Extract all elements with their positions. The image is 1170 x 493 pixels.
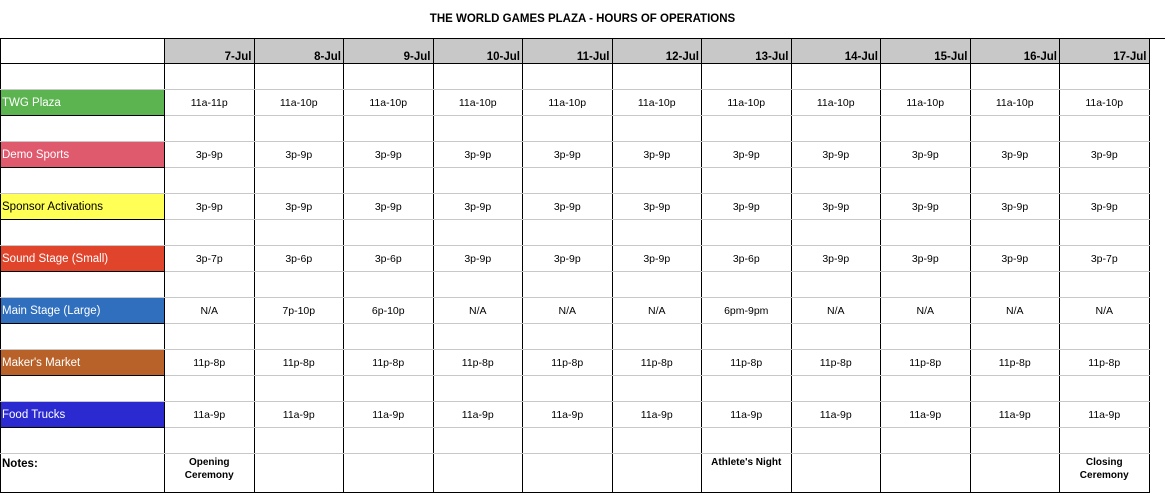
hours-cell[interactable]: N/A: [433, 298, 523, 324]
empty-cell[interactable]: [881, 116, 971, 142]
empty-cell[interactable]: [1060, 116, 1150, 142]
hours-cell[interactable]: 3p-9p: [702, 142, 792, 168]
hours-cell[interactable]: 11a-10p: [970, 90, 1060, 116]
empty-cell[interactable]: [970, 220, 1060, 246]
hours-cell[interactable]: 11a-9p: [702, 402, 792, 428]
empty-cell[interactable]: [881, 428, 971, 454]
date-header-cell[interactable]: 8-Jul: [254, 39, 344, 64]
hours-cell[interactable]: 3p-9p: [165, 194, 255, 220]
empty-cell[interactable]: [881, 168, 971, 194]
venue-row: [1, 298, 1150, 324]
empty-cell[interactable]: [970, 376, 1060, 402]
hours-cell[interactable]: 11p-8p: [344, 350, 434, 376]
empty-cell[interactable]: [433, 64, 523, 90]
hours-cell[interactable]: 11a-10p: [702, 90, 792, 116]
empty-cell[interactable]: [1, 324, 165, 350]
hours-cell[interactable]: 11a-11p: [165, 90, 255, 116]
sheet-title: THE WORLD GAMES PLAZA - HOURS OF OPERATIONS: [0, 0, 1165, 39]
hours-cell[interactable]: 7p-10p: [254, 298, 344, 324]
hours-cell[interactable]: N/A: [612, 298, 702, 324]
hours-cell[interactable]: 3p-6p: [344, 246, 434, 272]
empty-cell[interactable]: [791, 64, 881, 90]
note-cell[interactable]: [433, 454, 523, 493]
hours-cell[interactable]: 11p-8p: [165, 350, 255, 376]
empty-cell[interactable]: [702, 220, 792, 246]
hours-cell[interactable]: N/A: [970, 298, 1060, 324]
date-header-cell[interactable]: 9-Jul: [344, 39, 434, 64]
empty-cell[interactable]: [1060, 64, 1150, 90]
hours-cell[interactable]: 3p-6p: [254, 246, 344, 272]
hours-cell[interactable]: 11p-8p: [1060, 350, 1150, 376]
hours-cell[interactable]: 11p-8p: [881, 350, 971, 376]
hours-cell[interactable]: 3p-9p: [612, 246, 702, 272]
empty-cell[interactable]: [254, 116, 344, 142]
spacer-row: [1, 428, 1150, 454]
note-cell[interactable]: [791, 454, 881, 493]
empty-cell[interactable]: [344, 220, 434, 246]
venue-label-cell[interactable]: Sponsor Activations: [1, 194, 165, 220]
empty-cell[interactable]: [254, 324, 344, 350]
hours-table: [0, 38, 1150, 493]
hours-cell[interactable]: 3p-9p: [970, 246, 1060, 272]
empty-cell[interactable]: [970, 428, 1060, 454]
hours-cell[interactable]: 11a-10p: [523, 90, 613, 116]
note-text: [165, 454, 254, 482]
hours-cell[interactable]: 6p-10p: [344, 298, 434, 324]
venue-row: [1, 194, 1150, 220]
empty-cell[interactable]: [254, 272, 344, 298]
empty-cell[interactable]: [612, 116, 702, 142]
hours-cell[interactable]: 11p-8p: [433, 350, 523, 376]
empty-cell[interactable]: [344, 116, 434, 142]
note-text: [881, 454, 970, 456]
hours-cell[interactable]: 11a-9p: [523, 402, 613, 428]
empty-cell[interactable]: [433, 168, 523, 194]
hours-cell[interactable]: 3p-9p: [433, 246, 523, 272]
hours-cell[interactable]: 3p-9p: [523, 142, 613, 168]
venue-label-cell[interactable]: TWG Plaza: [1, 90, 165, 116]
empty-cell[interactable]: [254, 428, 344, 454]
hours-cell[interactable]: 11p-8p: [702, 350, 792, 376]
empty-cell[interactable]: [165, 220, 255, 246]
hours-cell[interactable]: 11a-9p: [612, 402, 702, 428]
empty-cell[interactable]: [254, 168, 344, 194]
empty-cell[interactable]: [612, 64, 702, 90]
hours-cell[interactable]: 3p-9p: [254, 142, 344, 168]
note-text: [792, 454, 881, 456]
empty-cell[interactable]: [970, 272, 1060, 298]
empty-cell[interactable]: [165, 428, 255, 454]
hours-cell[interactable]: 11a-10p: [612, 90, 702, 116]
empty-cell[interactable]: [433, 428, 523, 454]
empty-cell[interactable]: [165, 324, 255, 350]
spacer-row: [1, 220, 1150, 246]
hours-cell[interactable]: 3p-9p: [344, 142, 434, 168]
note-text: [344, 454, 433, 456]
note-text: [1060, 454, 1149, 482]
venue-label-cell[interactable]: Main Stage (Large): [1, 298, 165, 324]
hours-cell[interactable]: 6pm-9pm: [702, 298, 792, 324]
empty-cell[interactable]: [791, 324, 881, 350]
hours-cell[interactable]: 3p-9p: [970, 142, 1060, 168]
hours-cell[interactable]: 3p-9p: [612, 194, 702, 220]
hours-cell[interactable]: 3p-9p: [1060, 142, 1150, 168]
empty-cell[interactable]: [1, 376, 165, 402]
empty-cell[interactable]: [433, 220, 523, 246]
empty-cell[interactable]: [881, 64, 971, 90]
hours-cell[interactable]: 3p-9p: [344, 194, 434, 220]
hours-cell[interactable]: 3p-9p: [1060, 194, 1150, 220]
venue-row: [1, 90, 1150, 116]
note-text: [613, 454, 702, 456]
hours-cell[interactable]: 11a-9p: [165, 402, 255, 428]
empty-cell[interactable]: [1, 220, 165, 246]
hours-cell[interactable]: 3p-9p: [254, 194, 344, 220]
note-text: [523, 454, 612, 456]
empty-cell[interactable]: [1060, 428, 1150, 454]
empty-cell[interactable]: [970, 168, 1060, 194]
empty-cell[interactable]: [702, 64, 792, 90]
note-line: Closing: [1085, 457, 1123, 468]
hours-cell[interactable]: 11a-9p: [970, 402, 1060, 428]
note-cell[interactable]: [612, 454, 702, 493]
empty-cell[interactable]: [344, 64, 434, 90]
empty-cell[interactable]: [612, 324, 702, 350]
date-header-cell[interactable]: 17-Jul: [1060, 39, 1150, 64]
hours-cell[interactable]: 3p-7p: [1060, 246, 1150, 272]
hours-cell[interactable]: 3p-9p: [881, 246, 971, 272]
hours-cell[interactable]: 3p-9p: [165, 142, 255, 168]
venue-row: [1, 246, 1150, 272]
hours-cell[interactable]: N/A: [165, 298, 255, 324]
hours-cell[interactable]: 11p-8p: [970, 350, 1060, 376]
empty-cell[interactable]: [433, 376, 523, 402]
hours-cell[interactable]: 11p-8p: [523, 350, 613, 376]
spacer-row: [1, 324, 1150, 350]
venue-label-cell[interactable]: Maker's Market: [1, 350, 165, 376]
empty-cell[interactable]: [702, 168, 792, 194]
note-cell[interactable]: [702, 454, 792, 493]
hours-cell[interactable]: 3p-9p: [881, 194, 971, 220]
venue-row: [1, 402, 1150, 428]
header-corner-cell[interactable]: [1, 39, 165, 64]
hours-cell[interactable]: 11a-9p: [254, 402, 344, 428]
empty-cell[interactable]: [1, 116, 165, 142]
empty-cell[interactable]: [1060, 168, 1150, 194]
note-line: Ceremony: [184, 470, 234, 481]
empty-cell[interactable]: [523, 428, 613, 454]
empty-cell[interactable]: [791, 376, 881, 402]
hours-cell[interactable]: N/A: [881, 298, 971, 324]
note-cell[interactable]: [165, 454, 255, 493]
empty-cell[interactable]: [881, 324, 971, 350]
empty-cell[interactable]: [791, 116, 881, 142]
spacer-row: [1, 116, 1150, 142]
empty-cell[interactable]: [1, 168, 165, 194]
empty-cell[interactable]: [702, 324, 792, 350]
spacer-row: [1, 272, 1150, 298]
empty-cell[interactable]: [791, 220, 881, 246]
empty-cell[interactable]: [344, 324, 434, 350]
empty-cell[interactable]: [791, 428, 881, 454]
hours-cell[interactable]: 3p-9p: [523, 246, 613, 272]
hours-cell[interactable]: 3p-9p: [433, 194, 523, 220]
empty-cell[interactable]: [970, 116, 1060, 142]
hours-cell[interactable]: 11a-10p: [433, 90, 523, 116]
date-header-cell[interactable]: 15-Jul: [881, 39, 971, 64]
empty-cell[interactable]: [523, 272, 613, 298]
date-header-cell[interactable]: 14-Jul: [791, 39, 881, 64]
empty-cell[interactable]: [523, 116, 613, 142]
spacer-row: [1, 168, 1150, 194]
empty-cell[interactable]: [1, 272, 165, 298]
empty-cell[interactable]: [970, 324, 1060, 350]
empty-cell[interactable]: [165, 168, 255, 194]
hours-cell[interactable]: 11a-9p: [881, 402, 971, 428]
empty-cell[interactable]: [881, 272, 971, 298]
empty-cell[interactable]: [702, 376, 792, 402]
hours-cell[interactable]: 11a-9p: [791, 402, 881, 428]
hours-cell[interactable]: 11p-8p: [612, 350, 702, 376]
empty-cell[interactable]: [523, 168, 613, 194]
venue-label-cell[interactable]: Demo Sports: [1, 142, 165, 168]
empty-cell[interactable]: [1060, 324, 1150, 350]
date-header-cell[interactable]: 13-Jul: [702, 39, 792, 64]
empty-cell[interactable]: [612, 428, 702, 454]
hours-cell[interactable]: N/A: [523, 298, 613, 324]
empty-cell[interactable]: [791, 272, 881, 298]
empty-cell[interactable]: [1060, 272, 1150, 298]
empty-cell[interactable]: [523, 64, 613, 90]
note-cell[interactable]: [344, 454, 434, 493]
empty-cell[interactable]: [344, 376, 434, 402]
empty-cell[interactable]: [165, 272, 255, 298]
empty-cell[interactable]: [523, 376, 613, 402]
hours-cell[interactable]: 3p-9p: [523, 194, 613, 220]
hours-cell[interactable]: 11p-8p: [791, 350, 881, 376]
empty-cell[interactable]: [702, 428, 792, 454]
empty-cell[interactable]: [344, 272, 434, 298]
empty-cell[interactable]: [344, 428, 434, 454]
note-text: [434, 454, 523, 456]
empty-cell[interactable]: [1, 428, 165, 454]
hours-cell[interactable]: N/A: [1060, 298, 1150, 324]
empty-cell[interactable]: [254, 220, 344, 246]
empty-cell[interactable]: [165, 64, 255, 90]
empty-cell[interactable]: [612, 220, 702, 246]
note-text: [971, 454, 1060, 456]
venue-row: [1, 142, 1150, 168]
empty-cell[interactable]: [1, 64, 165, 90]
date-header-cell[interactable]: 11-Jul: [523, 39, 613, 64]
hours-cell[interactable]: 3p-9p: [702, 194, 792, 220]
note-cell[interactable]: [1060, 454, 1150, 493]
empty-cell[interactable]: [254, 64, 344, 90]
venue-label-cell[interactable]: Sound Stage (Small): [1, 246, 165, 272]
notes-label-cell[interactable]: Notes:: [1, 454, 165, 493]
date-header-cell[interactable]: 7-Jul: [165, 39, 255, 64]
hours-cell[interactable]: 3p-9p: [970, 194, 1060, 220]
hours-cell[interactable]: 3p-9p: [791, 142, 881, 168]
empty-cell[interactable]: [612, 168, 702, 194]
empty-cell[interactable]: [702, 272, 792, 298]
note-cell[interactable]: [881, 454, 971, 493]
empty-cell[interactable]: [1060, 220, 1150, 246]
note-text: [702, 454, 791, 469]
hours-cell[interactable]: 11a-9p: [433, 402, 523, 428]
header-row: [1, 39, 1150, 64]
empty-cell[interactable]: [612, 272, 702, 298]
note-text: [255, 454, 344, 456]
hours-cell[interactable]: 11p-8p: [254, 350, 344, 376]
hours-cell[interactable]: 11a-10p: [344, 90, 434, 116]
spacer-row: [1, 64, 1150, 90]
notes-row: [1, 454, 1150, 493]
empty-cell[interactable]: [791, 168, 881, 194]
empty-cell[interactable]: [523, 220, 613, 246]
hours-cell[interactable]: 11a-10p: [1060, 90, 1150, 116]
note-line: Ceremony: [1079, 470, 1129, 481]
hours-cell[interactable]: 3p-9p: [612, 142, 702, 168]
hours-cell[interactable]: 3p-9p: [433, 142, 523, 168]
hours-cell[interactable]: 11a-10p: [254, 90, 344, 116]
hours-cell[interactable]: 11a-10p: [791, 90, 881, 116]
venue-label-cell[interactable]: Food Trucks: [1, 402, 165, 428]
hours-cell[interactable]: 3p-6p: [702, 246, 792, 272]
empty-cell[interactable]: [433, 116, 523, 142]
note-cell[interactable]: [970, 454, 1060, 493]
hours-cell[interactable]: 3p-9p: [791, 246, 881, 272]
date-header-cell[interactable]: 12-Jul: [612, 39, 702, 64]
note-line: Opening: [188, 457, 230, 468]
empty-cell[interactable]: [344, 168, 434, 194]
empty-cell[interactable]: [523, 324, 613, 350]
note-cell[interactable]: [523, 454, 613, 493]
hours-cell[interactable]: 11a-9p: [344, 402, 434, 428]
empty-cell[interactable]: [165, 116, 255, 142]
empty-cell[interactable]: [881, 220, 971, 246]
empty-cell[interactable]: [254, 376, 344, 402]
empty-cell[interactable]: [433, 324, 523, 350]
empty-cell[interactable]: [433, 272, 523, 298]
empty-cell[interactable]: [881, 376, 971, 402]
note-line: Athlete's Night: [711, 457, 782, 468]
hours-cell[interactable]: 3p-9p: [791, 194, 881, 220]
date-header-cell[interactable]: 16-Jul: [970, 39, 1060, 64]
note-cell[interactable]: [254, 454, 344, 493]
empty-cell[interactable]: [970, 64, 1060, 90]
empty-cell[interactable]: [612, 376, 702, 402]
hours-cell[interactable]: 11a-10p: [881, 90, 971, 116]
hours-cell[interactable]: 11a-9p: [1060, 402, 1150, 428]
hours-cell[interactable]: 3p-9p: [881, 142, 971, 168]
spacer-row: [1, 376, 1150, 402]
date-header-cell[interactable]: 10-Jul: [433, 39, 523, 64]
empty-cell[interactable]: [165, 376, 255, 402]
hours-cell[interactable]: 3p-7p: [165, 246, 255, 272]
venue-row: [1, 350, 1150, 376]
empty-cell[interactable]: [1060, 376, 1150, 402]
hours-cell[interactable]: N/A: [791, 298, 881, 324]
empty-cell[interactable]: [702, 116, 792, 142]
